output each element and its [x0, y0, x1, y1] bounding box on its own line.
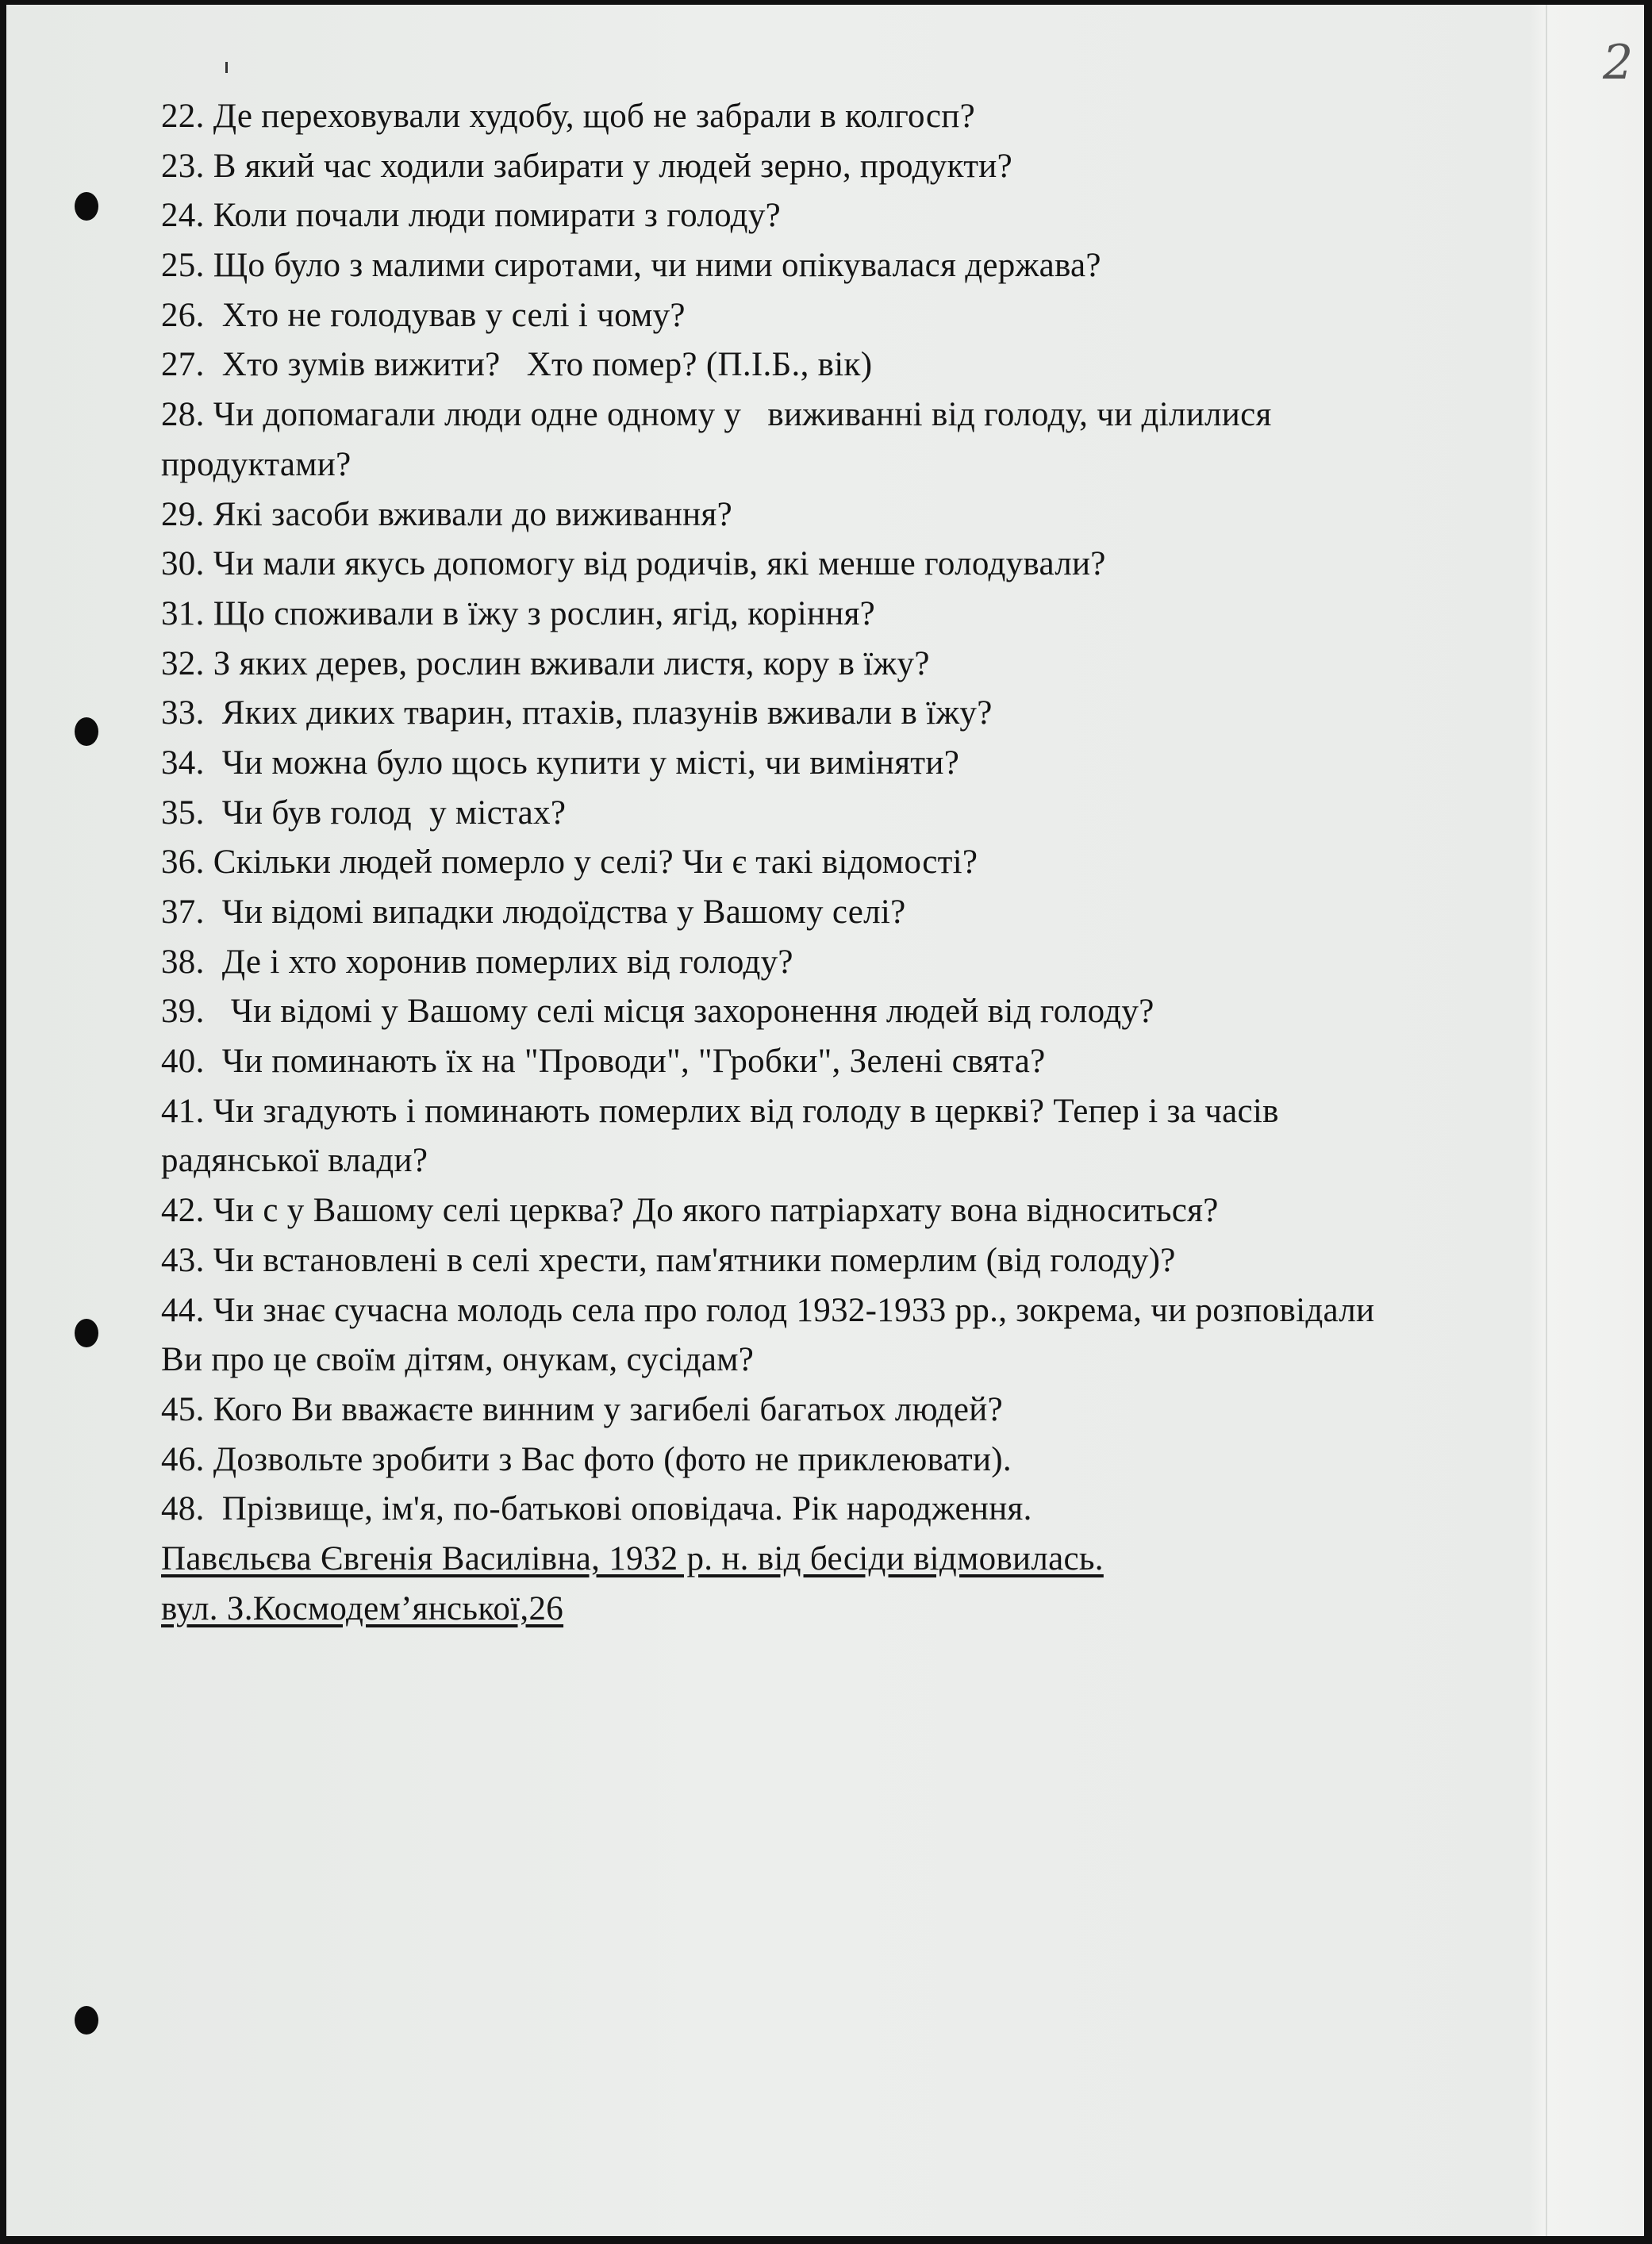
question-number: 26.: [161, 296, 205, 334]
question-text: Що було з малими сиротами, чи ними опікувалася держава?: [213, 247, 1101, 285]
punch-hole-icon: [75, 192, 98, 221]
question-item: [161, 1037, 1637, 1087]
question-number: 42.: [161, 1192, 205, 1230]
question-item: [161, 640, 1637, 690]
question-item: [161, 92, 1637, 142]
question-number: 23.: [161, 147, 205, 185]
question-item: [161, 938, 1637, 988]
question-continuation: радянської влади?: [161, 1142, 428, 1180]
question-item: [161, 142, 1637, 192]
question-item: [161, 1485, 1637, 1535]
question-text: Яких диких тварин, птахів, плазунів вживали в їжу?: [213, 694, 993, 732]
punch-hole-icon: [75, 1319, 98, 1347]
question-number: 44.: [161, 1291, 205, 1329]
question-number: 35.: [161, 793, 205, 832]
page-number: 2: [1603, 35, 1634, 90]
question-number: 29.: [161, 495, 205, 533]
question-text: Прізвище, ім'я, по-батькові оповідача. Рік народження.: [213, 1490, 1032, 1528]
question-number: 48.: [161, 1490, 205, 1528]
question-number: 34.: [161, 744, 205, 782]
question-item: [161, 490, 1637, 540]
question-text: Скільки людей померло у селі? Чи є такі відомості?: [213, 843, 978, 882]
question-continuation: продуктами?: [161, 445, 352, 483]
question-text: Які засоби вживали до виживання?: [213, 495, 732, 533]
question-item: [161, 789, 1637, 839]
question-item: [161, 987, 1637, 1037]
question-continuation: Ви про це своїм дітям, онукам, сусідам?: [161, 1341, 755, 1379]
question-number: 30.: [161, 545, 205, 583]
question-text: Де і хто хоронив померлих від голоду?: [213, 943, 793, 981]
question-number: 36.: [161, 843, 205, 882]
question-number: 40.: [161, 1043, 205, 1081]
question-text: Чи був голод у містах?: [213, 793, 567, 832]
punch-hole-icon: [75, 2006, 98, 2035]
question-item: [161, 540, 1637, 590]
answer-row: [161, 1585, 1637, 1635]
question-text: Де переховували худобу, щоб не забрали в колгосп?: [213, 98, 975, 135]
question-number: 28.: [161, 396, 205, 434]
answer-line2: вул. З.Космодем’янської,26: [161, 1589, 564, 1627]
question-item: [161, 888, 1637, 938]
question-number: 31.: [161, 594, 205, 632]
question-text: Що споживали в їжу з рослин, ягід, коріння?: [213, 594, 876, 632]
question-item: [161, 1435, 1637, 1485]
question-number: 24.: [161, 197, 205, 235]
question-text: З яких дерев, рослин вживали листя, кору в їжу?: [213, 644, 930, 682]
question-text: В який час ходили забирати у людей зерно, продукти?: [213, 147, 1012, 185]
question-text: Чи відомі випадки людоїдства у Вашому селі?: [213, 893, 906, 931]
question-number: 32.: [161, 644, 205, 682]
question-number: 27.: [161, 346, 205, 384]
question-item: [161, 241, 1637, 291]
question-item: [161, 191, 1637, 241]
answer-row: [161, 1535, 1637, 1585]
question-text: Кого Ви вважаєте винним у загибелі багатьох людей?: [213, 1390, 1003, 1428]
scan-mark: [225, 62, 228, 73]
question-text: Чи можна було щось купити у місті, чи виміняти?: [213, 744, 960, 782]
question-item: [161, 739, 1637, 789]
question-item: [161, 291, 1637, 341]
question-number: 45.: [161, 1390, 205, 1428]
question-number: 41.: [161, 1092, 205, 1130]
answer-line1: Павєльєва Євгенія Василівна, 1932 р. н. від бесіди відмовилась.: [161, 1539, 1104, 1577]
questionnaire-list: [161, 92, 1637, 1634]
question-text: Чи відомі у Вашому селі місця захоронення людей від голоду?: [213, 993, 1154, 1031]
question-text: Чи встановлені в селі хрести, пам'ятники померлим (від голоду)?: [213, 1241, 1176, 1279]
question-text: Чи згадують і поминають померлих від голоду в церкві? Тепер і за часів: [213, 1092, 1279, 1130]
question-number: 33.: [161, 694, 205, 732]
question-item: [161, 1087, 1637, 1137]
question-item: [161, 590, 1637, 640]
punch-hole-icon: [75, 717, 98, 746]
question-number: 25.: [161, 247, 205, 285]
question-number: 38.: [161, 943, 205, 981]
question-text: Чи с у Вашому селі церква? До якого патріархату вона відноситься?: [213, 1192, 1219, 1230]
question-item: [161, 1385, 1637, 1435]
question-item: [161, 390, 1637, 440]
question-number: 46.: [161, 1440, 205, 1478]
question-number: 22.: [161, 98, 205, 135]
question-number: 37.: [161, 893, 205, 931]
question-item: [161, 1186, 1637, 1236]
question-text: Хто зумів вижити? Хто помер? (П.І.Б., вік): [213, 346, 873, 384]
question-text: Чи знає сучасна молодь села про голод 1932-1933 рр., зокрема, чи розповідали: [213, 1291, 1375, 1329]
question-text: Чи допомагали люди одне одному у виживанні від голоду, чи ділилися: [213, 396, 1272, 434]
question-number: 39.: [161, 993, 205, 1031]
question-text: Чи мали якусь допомогу від родичів, які менше голодували?: [213, 545, 1106, 583]
question-text: Дозвольте зробити з Вас фото (фото не приклеювати).: [213, 1440, 1012, 1478]
question-text: Хто не голодував у селі і чому?: [213, 296, 686, 334]
question-text: Коли почали люди помирати з голоду?: [213, 197, 782, 235]
question-item: [161, 838, 1637, 888]
document-page: [6, 5, 1644, 2236]
question-number: 43.: [161, 1241, 205, 1279]
question-item: [161, 1286, 1637, 1336]
question-text: Чи поминають їх на "Проводи", "Гробки", Зелені свята?: [213, 1043, 1046, 1081]
question-item: [161, 1236, 1637, 1286]
question-item: [161, 689, 1637, 739]
question-item: [161, 340, 1637, 390]
